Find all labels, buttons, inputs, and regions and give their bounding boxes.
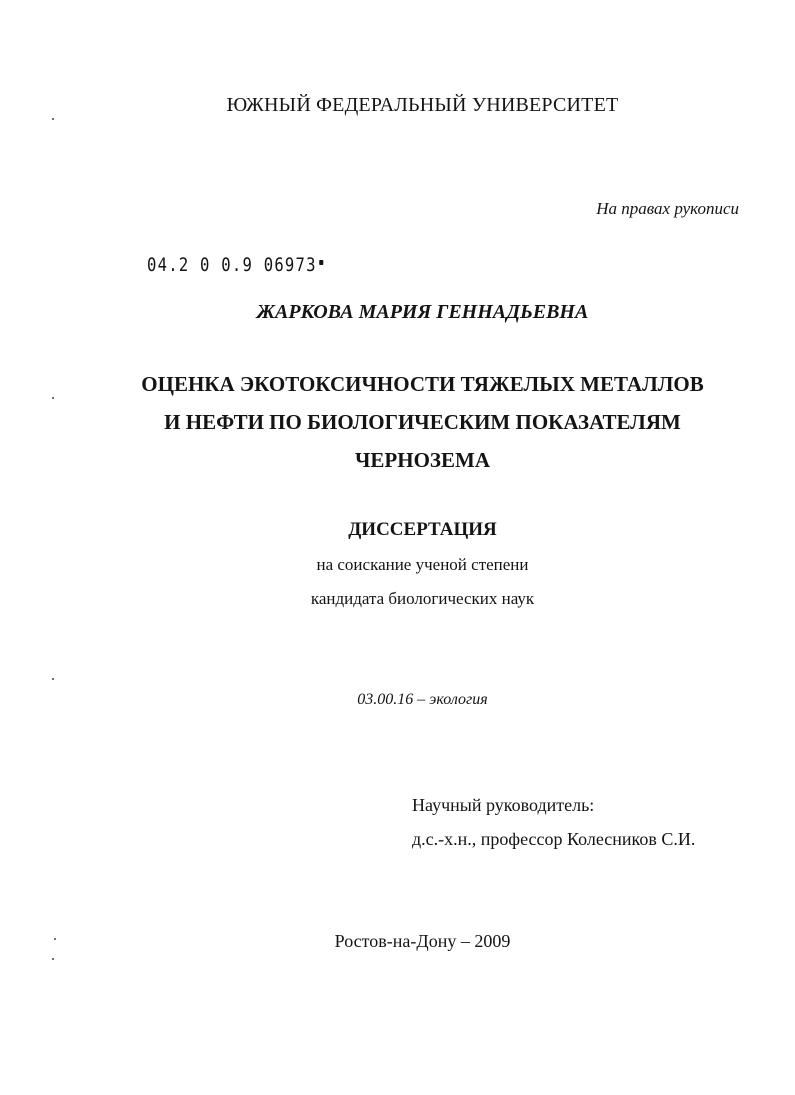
thesis-title-line: ОЦЕНКА ЭКОТОКСИЧНОСТИ ТЯЖЕЛЫХ МЕТАЛЛОВ [141,372,704,396]
archive-stamp [147,254,323,276]
author-name: ЖАРКОВА МАРИЯ ГЕННАДЬЕВНА [256,301,589,323]
document-type: ДИССЕРТАЦИЯ [348,519,497,540]
scan-speck [52,678,54,680]
scan-speck [52,118,54,120]
scan-speck [54,938,56,940]
degree-line: на соискание ученой степени [316,555,529,574]
degree-line: кандидата биологических наук [310,589,535,608]
manuscript-note: На правах рукописи [596,199,739,218]
scan-speck [52,397,54,399]
place-and-year: Ростов-на-Дону – 2009 [334,931,511,951]
university-name: ЮЖНЫЙ ФЕДЕРАЛЬНЫЙ УНИВЕРСИТЕТ [226,94,619,116]
supervisor-name: д.с.-х.н., профессор Колесников С.И. [412,829,696,849]
archive-number: 04.2 0 0.9 06973 [147,254,317,276]
scan-speck [52,958,54,960]
supervisor-label: Научный руководитель: [412,795,595,815]
thesis-title-line: И НЕФТИ ПО БИОЛОГИЧЕСКИМ ПОКАЗАТЕЛЯМ [164,410,681,434]
stamp-mark-icon [319,260,323,265]
specialty-code: 03.00.16 – экология [357,691,488,708]
thesis-title-line: ЧЕРНОЗЕМА [355,448,490,472]
